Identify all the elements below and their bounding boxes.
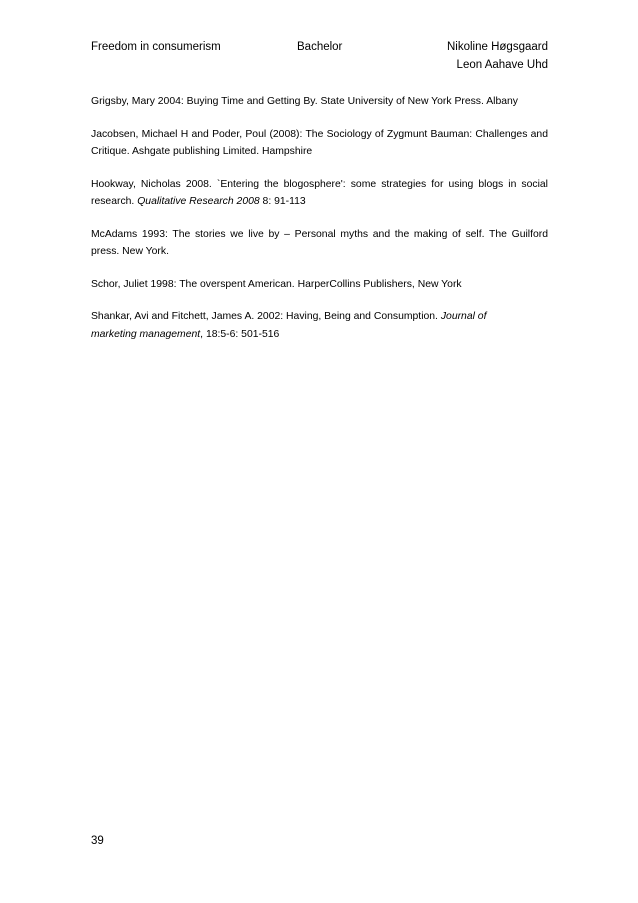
reference-entry [91,226,548,261]
reference-text: Hookway, Nicholas 2008. `Entering the blogosphere': some strategies for using blogs in social research. [91,178,548,207]
header-author: Leon Aahave Uhd [456,59,548,71]
reference-text: 8: 91-113 [259,196,306,207]
reference-journal: Journal of marketing management [91,311,487,340]
header-author: Nikoline Høgsgaard [447,41,548,53]
reference-entry [91,276,548,294]
reference-text: Shankar, Avi and Fitchett, James A. 2002: Having, Being and Consumption. [91,311,441,322]
header-authors [447,38,548,74]
reference-text: Grigsby, Mary 2004: Buying Time and Getting By. State University of New York Press. Albany [91,96,518,107]
page-number: 39 [91,835,104,847]
reference-entry [91,93,548,111]
page-header [91,38,548,78]
reference-journal: Qualitative Research 2008 [137,196,260,207]
header-degree: Bachelor [297,41,343,53]
reference-entry [91,308,501,343]
reference-list [91,93,548,358]
reference-entry [91,126,548,161]
reference-text: Jacobsen, Michael H and Poder, Poul (2008): The Sociology of Zygmunt Bauman: Challenges and Critique. Ashgate publishing Limited. Hampshire [91,128,548,157]
reference-entry [91,176,548,211]
reference-text: , 18:5-6: 501-516 [200,328,280,340]
reference-text: McAdams 1993: The stories we live by – Personal myths and the making of self. The Guilford press. New York. [91,228,548,257]
reference-text: Schor, Juliet 1998: The overspent American. HarperCollins Publishers, New York [91,278,462,290]
header-title: Freedom in consumerism [91,41,221,53]
